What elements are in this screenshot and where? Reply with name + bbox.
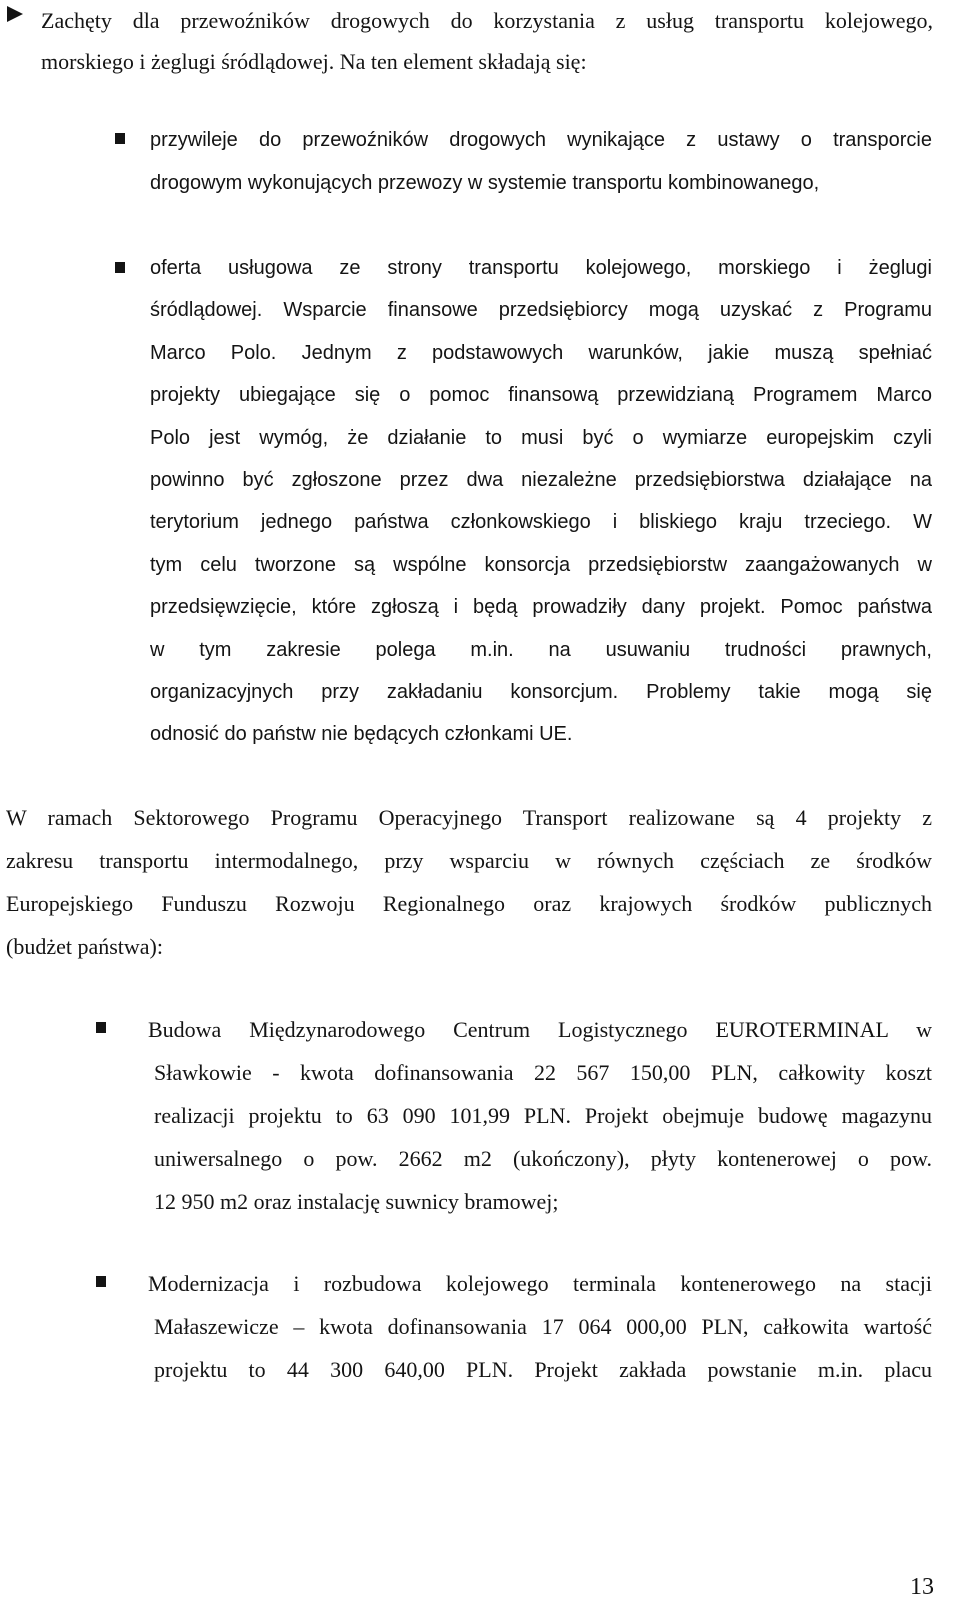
square-bullet-icon	[115, 262, 125, 273]
text-line: 12 950 m2 oraz instalację suwnicy bramowej;	[154, 1189, 559, 1214]
sub-list-item	[150, 119, 932, 205]
text-line: Polo jest wymóg, że działanie to musi być o wymiarze europejskim czyli	[150, 426, 932, 449]
text-line: (budżet państwa):	[6, 934, 163, 959]
text-line: W ramach Sektorowego Programu Operacyjnego Transport realizowane są 4 projekty z	[6, 805, 932, 830]
text-line: w tym zakresie polega m.in. na usuwaniu trudności prawnych,	[150, 638, 932, 661]
text-line: Budowa Międzynarodowego Centrum Logistycznego EUROTERMINAL w	[148, 1017, 932, 1042]
text-line: drogowym wykonujących przewozy w systemie transportu kombinowanego,	[150, 172, 820, 194]
text-line: Zachęty dla przewoźników drogowych do korzystania z usług transportu kolejowego,	[41, 8, 933, 33]
square-bullet-icon	[96, 1276, 106, 1287]
text-line: oferta usługowa ze strony transportu kolejowego, morskiego i żeglugi	[150, 257, 932, 279]
text-line: morskiego i żeglugi śródlądowej. Na ten element składają się:	[41, 49, 587, 74]
intro-item	[41, 0, 933, 82]
text-line: odnosić do państw nie będących członkami UE.	[150, 723, 573, 746]
text-line: zakresu transportu intermodalnego, przy wsparciu w równych częściach ze środków	[6, 848, 932, 873]
text-line: Modernizacja i rozbudowa kolejowego terminala kontenerowego na stacji	[148, 1271, 932, 1296]
text-line: Małaszewicze – kwota dofinansowania 17 064 000,00 PLN, całkowita wartość	[154, 1314, 932, 1339]
text-line: Sławkowie - kwota dofinansowania 22 567 150,00 PLN, całkowity koszt	[154, 1060, 932, 1085]
arrow-bullet-icon	[7, 6, 23, 22]
text-line: organizacyjnych przy zakładaniu konsorcjum. Problemy takie mogą się	[150, 681, 932, 704]
square-bullet-icon	[115, 133, 125, 144]
page-number: 13	[910, 1574, 934, 1600]
text-line: realizacji projektu to 63 090 101,99 PLN. Projekt obejmuje budowę magazynu	[154, 1103, 932, 1128]
sub-list-item	[150, 247, 932, 756]
text-line: tym celu tworzone są wspólne konsorcja przedsiębiorstw zaangażowanych w	[150, 553, 932, 576]
text-line: Marco Polo. Jednym z podstawowych warunków, jakie muszą spełniać	[150, 341, 932, 364]
text-line: Europejskiego Funduszu Rozwoju Regionalnego oraz krajowych środków publicznych	[6, 891, 932, 916]
project-item	[150, 1008, 932, 1223]
square-bullet-icon	[96, 1022, 106, 1033]
text-line: przedsięwzięcie, które zgłoszą i będą prowadziły dany projekt. Pomoc państwa	[150, 596, 932, 619]
text-line: powinno być zgłoszone przez dwa niezależne przedsiębiorstwa działające na	[150, 469, 932, 492]
text-line: terytorium jednego państwa członkowskiego i bliskiego kraju trzeciego. W	[150, 511, 932, 534]
text-line: przywileje do przewoźników drogowych wynikające z ustawy o transporcie	[150, 129, 932, 151]
project-item	[150, 1262, 932, 1391]
text-line: projekty ubiegające się o pomoc finansową przewidzianą Programem Marco	[150, 384, 932, 407]
text-line: projektu to 44 300 640,00 PLN. Projekt zakłada powstanie m.in. placu	[154, 1357, 932, 1382]
text-line: śródlądowej. Wsparcie finansowe przedsiębiorcy mogą uzyskać z Programu	[150, 299, 932, 322]
text-line: uniwersalnego o pow. 2662 m2 (ukończony), płyty kontenerowej o pow.	[154, 1146, 932, 1171]
body-paragraph	[6, 796, 932, 968]
